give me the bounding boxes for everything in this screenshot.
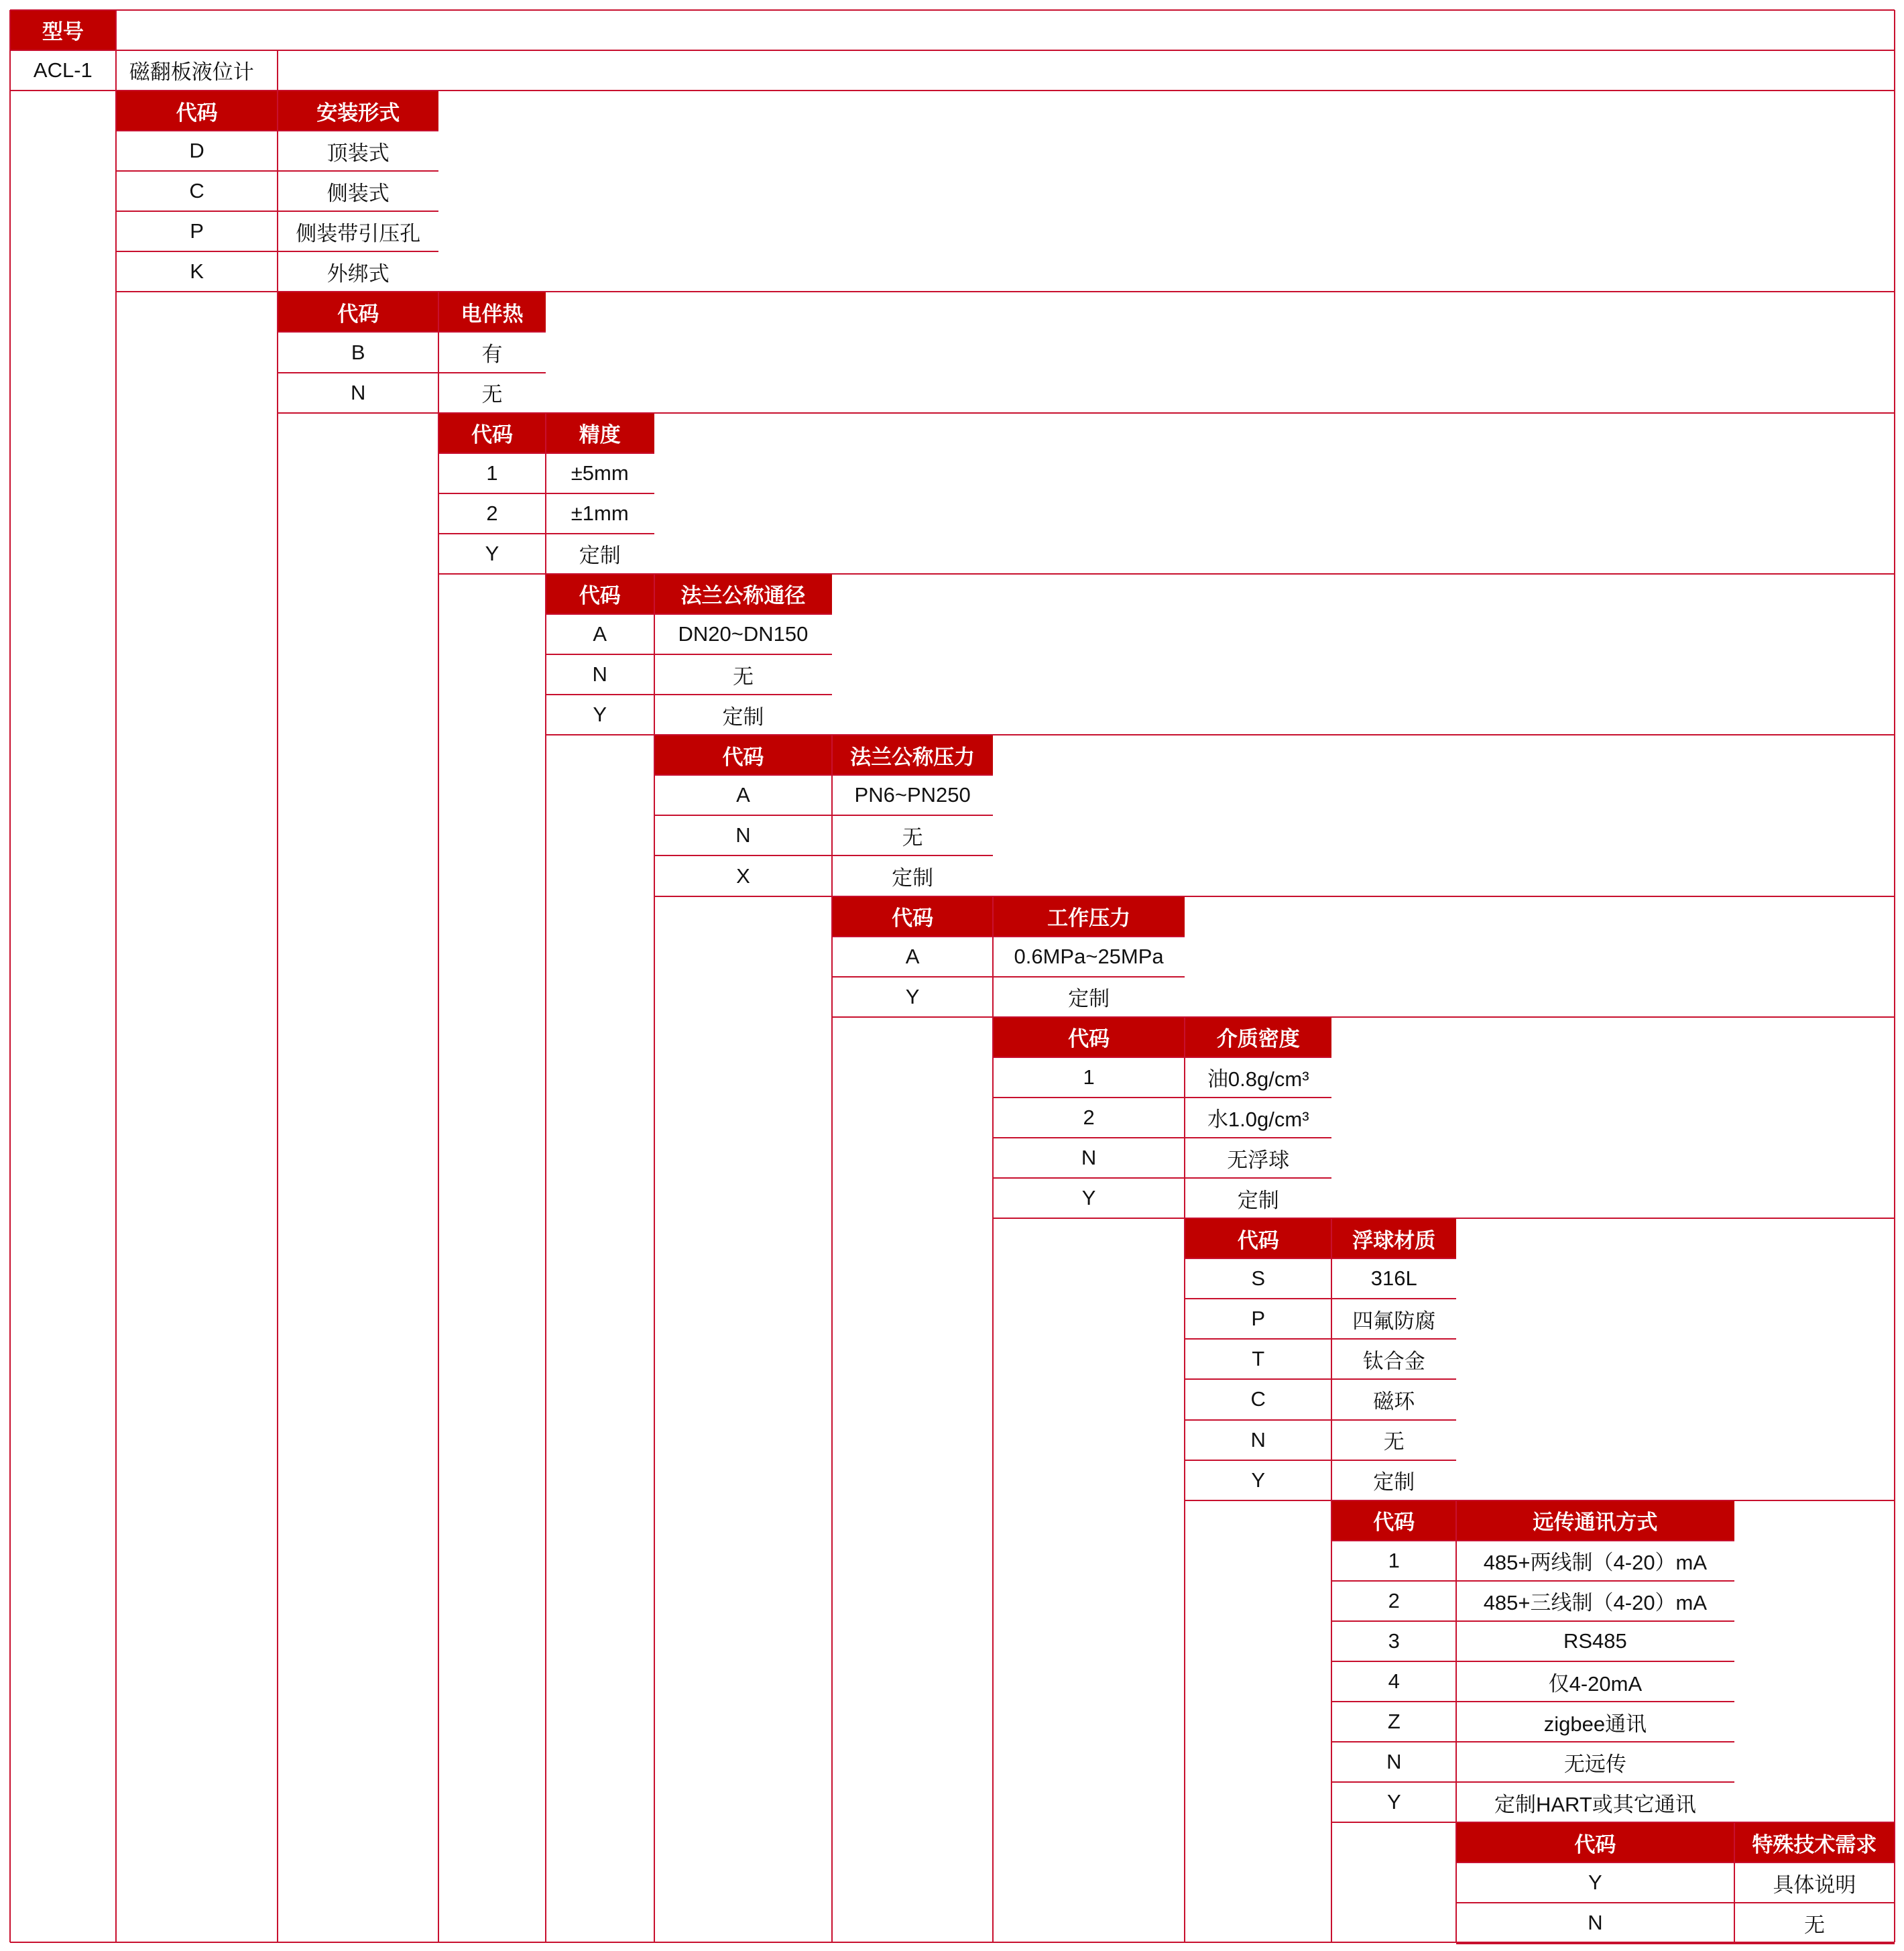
grid-line bbox=[654, 774, 993, 776]
option-code: Y bbox=[1588, 1871, 1602, 1895]
grid-line bbox=[10, 50, 1895, 51]
option-desc: 磁环 bbox=[1373, 1389, 1415, 1413]
grid-line bbox=[9, 10, 11, 1942]
grid-line bbox=[1185, 1460, 1456, 1461]
grid-line bbox=[1185, 1419, 1456, 1421]
grid-line bbox=[1894, 10, 1895, 1942]
option-desc: ±1mm bbox=[571, 501, 629, 525]
grid-line bbox=[10, 90, 1895, 91]
grid-line bbox=[1185, 1258, 1456, 1259]
option-code: N bbox=[1386, 1750, 1402, 1774]
option-code: K bbox=[190, 259, 204, 284]
option-code: 4 bbox=[1388, 1669, 1400, 1694]
option-code: Y bbox=[1251, 1468, 1266, 1492]
option-code: Y bbox=[593, 703, 607, 727]
option-header: 法兰公称压力 bbox=[832, 735, 993, 775]
grid-line bbox=[1331, 1661, 1734, 1662]
option-desc: 定制 bbox=[1237, 1188, 1279, 1212]
option-desc: ±5mm bbox=[571, 461, 629, 485]
option-desc: 油0.8g/cm³ bbox=[1207, 1067, 1309, 1091]
option-code: S bbox=[1251, 1266, 1266, 1291]
option-desc: 定制 bbox=[1068, 987, 1110, 1011]
option-desc: 四氟防腐 bbox=[1352, 1309, 1436, 1333]
option-code: P bbox=[190, 219, 204, 243]
option-desc: 定制 bbox=[579, 544, 621, 568]
option-code: Y bbox=[1386, 1790, 1401, 1814]
option-desc: DN20~DN150 bbox=[678, 622, 809, 646]
option-code: 2 bbox=[1388, 1588, 1400, 1612]
code-header: 代码 bbox=[1185, 1218, 1331, 1258]
code-header: 代码 bbox=[278, 292, 438, 332]
grid-line bbox=[832, 936, 1185, 937]
grid-line bbox=[654, 855, 993, 856]
grid-line bbox=[831, 735, 833, 1942]
option-code: Z bbox=[1387, 1710, 1401, 1734]
option-code: X bbox=[736, 864, 750, 888]
code-header: 代码 bbox=[832, 896, 993, 937]
grid-line bbox=[10, 9, 1895, 11]
option-code: 2 bbox=[1083, 1105, 1095, 1129]
option-code: B bbox=[351, 340, 365, 364]
model-code: ACL-1 bbox=[33, 58, 93, 82]
grid-line bbox=[546, 613, 832, 615]
grid-line bbox=[992, 896, 994, 1942]
option-desc: 无 bbox=[481, 383, 503, 407]
grid-line bbox=[116, 291, 1895, 292]
grid-line bbox=[277, 50, 278, 1942]
option-code: N bbox=[1081, 1146, 1097, 1170]
option-desc: 水1.0g/cm³ bbox=[1207, 1108, 1309, 1132]
grid-line bbox=[545, 413, 546, 1942]
option-code: N bbox=[351, 380, 366, 404]
grid-line bbox=[1185, 1500, 1895, 1501]
grid-line bbox=[1331, 1741, 1734, 1742]
option-header: 精度 bbox=[546, 413, 654, 453]
code-header: 代码 bbox=[438, 413, 546, 453]
option-code: P bbox=[1251, 1307, 1266, 1331]
grid-line bbox=[654, 896, 1895, 897]
option-desc: 具体说明 bbox=[1773, 1873, 1856, 1897]
option-desc: 0.6MPa~25MPa bbox=[1014, 944, 1164, 968]
grid-line bbox=[1185, 1298, 1456, 1299]
option-desc: 钛合金 bbox=[1362, 1349, 1425, 1373]
option-desc: 定制 bbox=[1373, 1470, 1415, 1494]
grid-line bbox=[1455, 1500, 1457, 1942]
option-code: 3 bbox=[1388, 1629, 1400, 1653]
option-code: Y bbox=[1081, 1186, 1096, 1210]
grid-line bbox=[278, 331, 546, 333]
code-header: 代码 bbox=[1456, 1822, 1734, 1863]
grid-line bbox=[1331, 1218, 1332, 1942]
grid-line bbox=[115, 10, 117, 1942]
option-header: 工作压力 bbox=[993, 896, 1185, 937]
option-desc: 外绑式 bbox=[326, 261, 390, 286]
grid-line bbox=[1331, 1580, 1734, 1582]
option-desc: 定制 bbox=[722, 705, 764, 729]
option-desc: 无 bbox=[902, 825, 923, 849]
grid-line bbox=[832, 976, 1185, 978]
grid-line bbox=[993, 1177, 1331, 1179]
option-code: N bbox=[592, 662, 607, 687]
option-desc: 无 bbox=[1383, 1430, 1405, 1454]
option-header: 法兰公称通径 bbox=[654, 574, 833, 614]
option-header: 浮球材质 bbox=[1331, 1218, 1456, 1258]
grid-line bbox=[1185, 1378, 1456, 1380]
grid-line bbox=[438, 573, 1895, 575]
option-code: A bbox=[905, 944, 920, 968]
grid-line bbox=[993, 1097, 1331, 1098]
grid-line bbox=[1331, 1822, 1895, 1823]
code-header: 代码 bbox=[654, 735, 833, 775]
grid-line bbox=[1456, 1902, 1895, 1903]
grid-line bbox=[993, 1057, 1331, 1058]
option-header: 远传通讯方式 bbox=[1456, 1500, 1734, 1541]
grid-line bbox=[654, 815, 993, 816]
option-code: Y bbox=[485, 541, 499, 565]
grid-line bbox=[278, 412, 1895, 414]
option-desc: zigbee通讯 bbox=[1543, 1712, 1647, 1736]
option-desc: 定制 bbox=[892, 866, 934, 890]
grid-line bbox=[546, 694, 832, 695]
option-header: 特殊技术需求 bbox=[1734, 1822, 1895, 1863]
option-desc: PN6~PN250 bbox=[854, 783, 971, 807]
option-code: T bbox=[1252, 1347, 1265, 1371]
code-header: 代码 bbox=[1331, 1500, 1456, 1541]
option-code: N bbox=[1250, 1427, 1266, 1452]
grid-line bbox=[654, 574, 655, 1942]
option-desc: 侧装带引压孔 bbox=[296, 221, 421, 245]
option-code: 1 bbox=[1083, 1065, 1095, 1089]
grid-line bbox=[438, 292, 439, 1942]
grid-line bbox=[1331, 1620, 1734, 1622]
option-desc: 无浮球 bbox=[1227, 1148, 1290, 1172]
option-desc: 485+两线制（4-20）mA bbox=[1483, 1551, 1708, 1575]
grid-line bbox=[1331, 1540, 1734, 1541]
option-code: 2 bbox=[486, 501, 498, 525]
option-code: N bbox=[1588, 1911, 1603, 1935]
code-header: 代码 bbox=[993, 1017, 1185, 1057]
option-header: 介质密度 bbox=[1185, 1017, 1331, 1057]
option-code: 1 bbox=[1388, 1548, 1400, 1572]
code-header: 代码 bbox=[116, 91, 278, 131]
option-code: D bbox=[189, 139, 204, 163]
grid-line bbox=[1331, 1781, 1734, 1783]
grid-line bbox=[10, 1942, 1895, 1943]
grid-line bbox=[1331, 1701, 1734, 1702]
product-name: 磁翻板液位计 bbox=[129, 60, 254, 84]
option-code: N bbox=[735, 823, 751, 847]
grid-line bbox=[1184, 1017, 1185, 1942]
grid-line bbox=[546, 734, 1895, 735]
option-header: 安装形式 bbox=[278, 91, 438, 131]
option-desc: RS485 bbox=[1563, 1629, 1627, 1653]
grid-line bbox=[1734, 1822, 1735, 1942]
option-code: 1 bbox=[486, 461, 498, 485]
option-desc: 侧装式 bbox=[326, 181, 390, 205]
option-header: 电伴热 bbox=[438, 292, 546, 332]
option-code: C bbox=[1250, 1387, 1266, 1411]
grid-line bbox=[546, 654, 832, 655]
option-code: A bbox=[593, 622, 607, 646]
grid-line bbox=[993, 1137, 1331, 1138]
option-desc: 仅4-20mA bbox=[1548, 1671, 1643, 1696]
grid-line bbox=[993, 1218, 1895, 1219]
grid-line bbox=[1456, 1862, 1895, 1863]
option-desc: 无远传 bbox=[1563, 1752, 1626, 1776]
option-code: A bbox=[736, 783, 750, 807]
option-code: C bbox=[189, 179, 204, 203]
option-desc: 有 bbox=[481, 343, 503, 367]
code-header: 代码 bbox=[546, 574, 654, 614]
option-desc: 无 bbox=[732, 664, 754, 689]
option-desc: 316L bbox=[1370, 1266, 1417, 1291]
option-desc: 定制HART或其它通讯 bbox=[1494, 1792, 1696, 1816]
option-code: Y bbox=[905, 984, 920, 1008]
option-desc: 485+三线制（4-20）mA bbox=[1483, 1591, 1708, 1615]
model-label-header: 型号 bbox=[10, 10, 116, 50]
grid-line bbox=[1185, 1338, 1456, 1340]
option-desc: 无 bbox=[1803, 1913, 1825, 1937]
grid-line bbox=[278, 372, 546, 373]
option-desc: 顶装式 bbox=[326, 141, 390, 165]
